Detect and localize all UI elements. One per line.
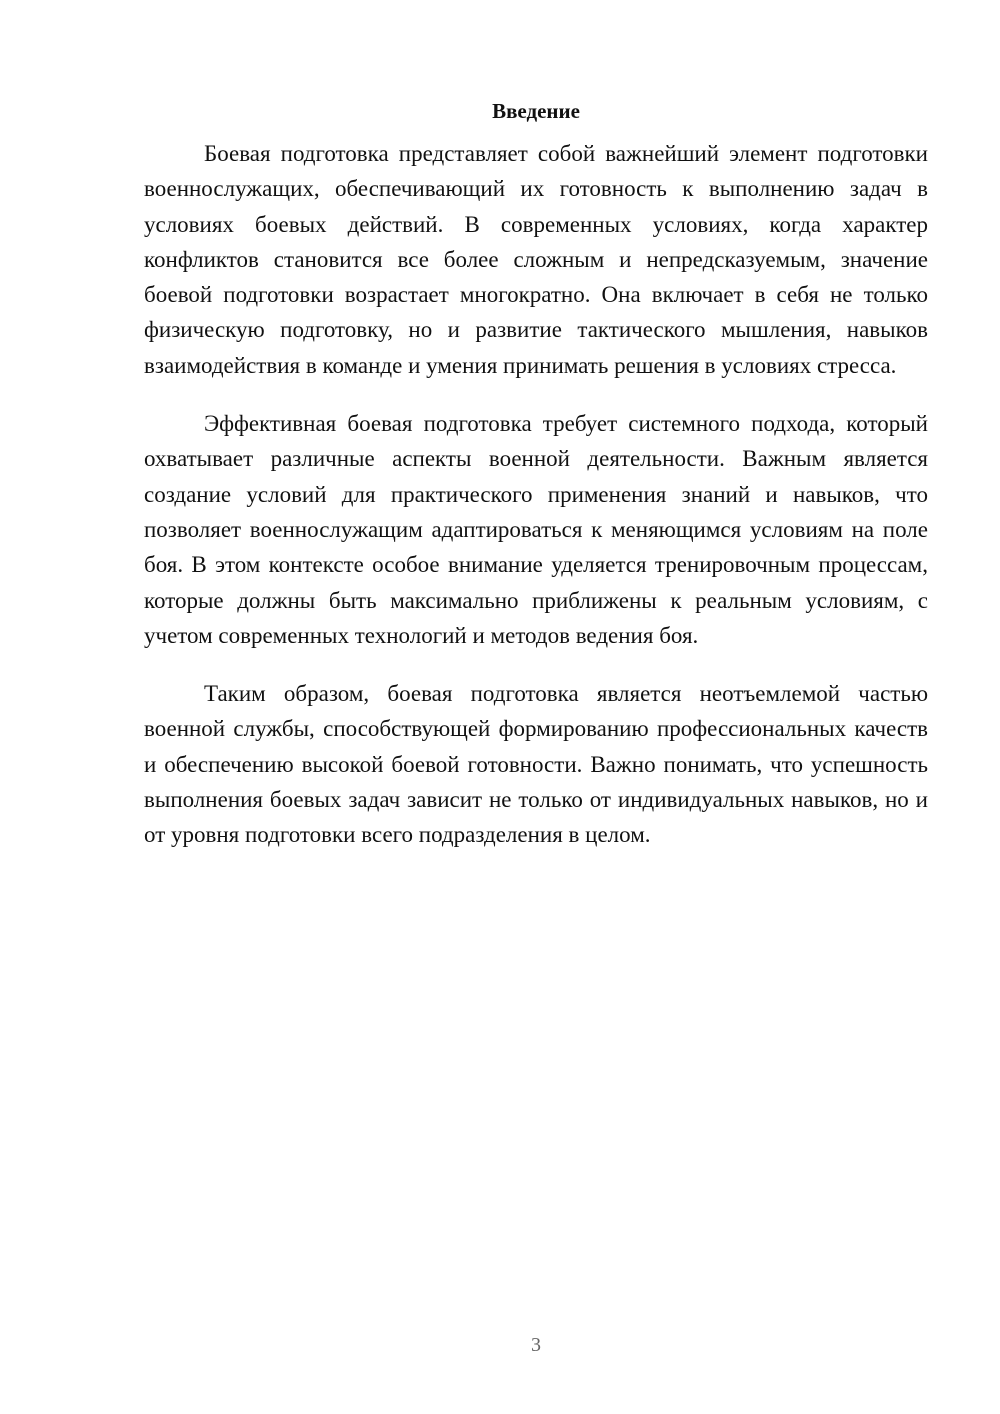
page-number: 3 <box>531 1334 541 1356</box>
paragraph-conclusion: Таким образом, боевая подготовка является неотъемлемой частью военной службы, способствующей формированию профессиональных качеств и обеспечению высокой боевой готовности. Важно понимать, что успешность выполнения боевых задач зависит не только от индивидуальных навыков, но и от уровня подготовки всего подразделения в целом. <box>144 681 928 848</box>
section-heading: Введение <box>492 99 580 123</box>
paragraph-intro: Боевая подготовка представляет собой важнейший элемент подготовки военнослужащих, обеспечивающий их готовность к выполнению задач в условиях боевых действий. В современных условиях, когда характер конфликтов становится все более сложным и непредсказуемым, значение боевой подготовки возрастает многократно. Она включает в себя не только физическую подготовку, но и развитие тактического мышления, навыков взаимодействия в команде и умения принимать решения в условиях стресса. <box>144 141 928 378</box>
page-content <box>144 96 928 853</box>
paragraph-approach: Эффективная боевая подготовка требует системного подхода, который охватывает различные аспекты военной деятельности. Важным является создание условий для практического применения знаний и навыков, что позволяет военнослужащим адаптироваться к меняющимся условиям на поле боя. В этом контексте особое внимание уделяется тренировочным процессам, которые должны быть максимально приближены к реальным условиям, с учетом современных технологий и методов ведения боя. <box>144 411 928 648</box>
